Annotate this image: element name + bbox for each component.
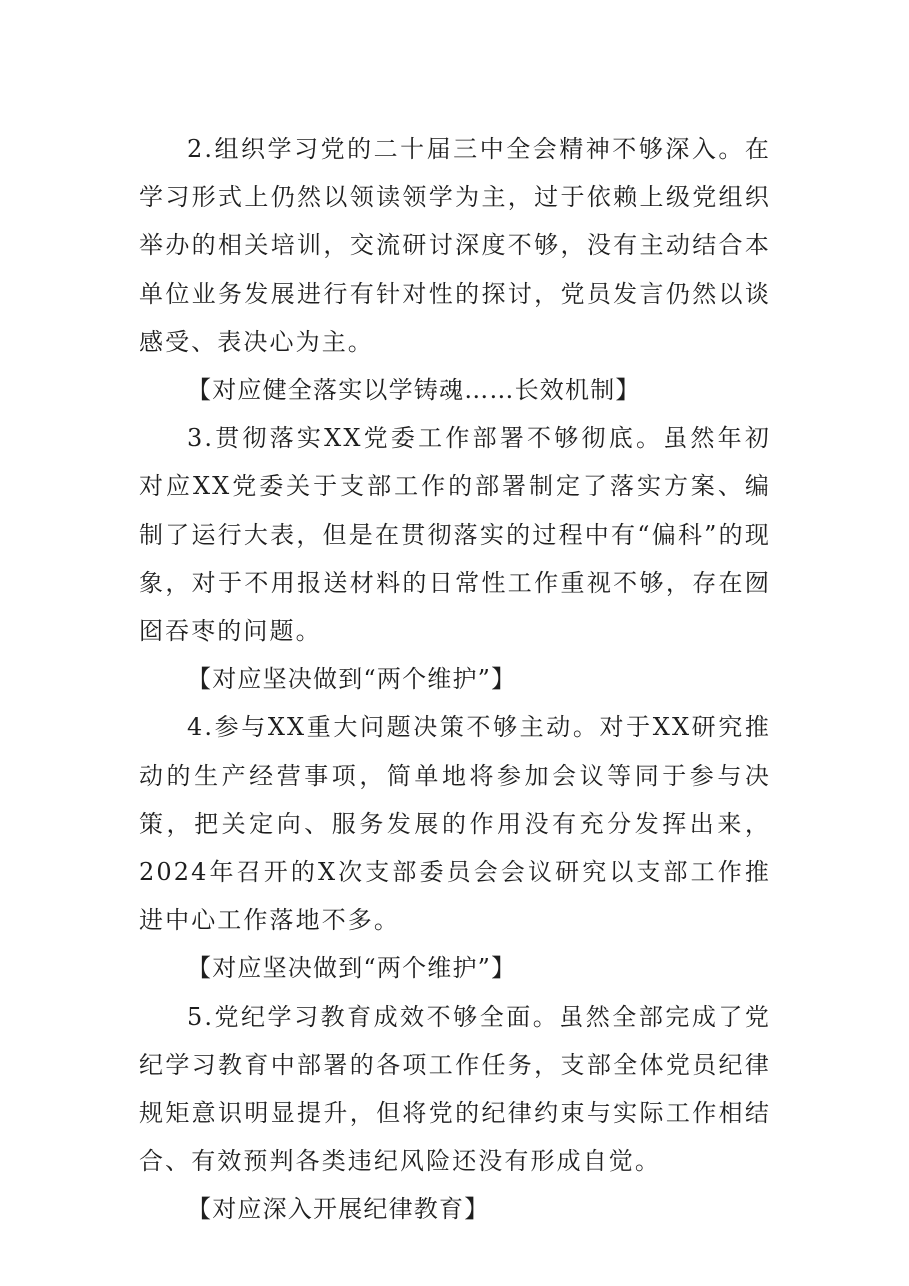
paragraph-item-3: 3.贯彻落实XX党委工作部署不够彻底。虽然年初对应XX党委关于支部工作的部署制定了落实方案、编制了运行大表，但是在贯彻落实的过程中有“偏科”的现象，对于不用报送材料的日常性工作重视不够，存在囫囵吞枣的问题。 [139,424,771,646]
correspondence-note-3: 【对应坚决做到“两个维护”】 [187,954,517,983]
paragraph-item-5: 5.党纪学习教育成效不够全面。虽然全部完成了党纪学习教育中部署的各项工作任务，支部全体党员纪律规矩意识明显提升，但将党的纪律约束与实际工作相结合、有效预判各类违纪风险还没有形成自觉。 [139,1002,771,1176]
correspondence-note-1: 【对应健全落实以学铸魂……长效机制】 [187,376,641,405]
paragraph-item-2: 2.组织学习党的二十届三中全会精神不够深入。在学习形式上仍然以领读领学为主，过于依赖上级党组织举办的相关培训，交流研讨深度不够，没有主动结合本单位业务发展进行有针对性的探讨，党员发言仍然以谈感受、表决心为主。 [139,135,771,356]
document-body [139,125,771,1234]
paragraph-item-4: 4.参与XX重大问题决策不够主动。对于XX研究推动的生产经营事项，简单地将参加会议等同于参与决策，把关定向、服务发展的作用没有充分发挥出来，2024年召开的X次支部委员会会议研究以支部工作推进中心工作落地不多。 [139,713,771,935]
correspondence-note-2: 【对应坚决做到“两个维护”】 [187,665,517,694]
correspondence-note-4: 【对应深入开展纪律教育】 [187,1195,490,1224]
